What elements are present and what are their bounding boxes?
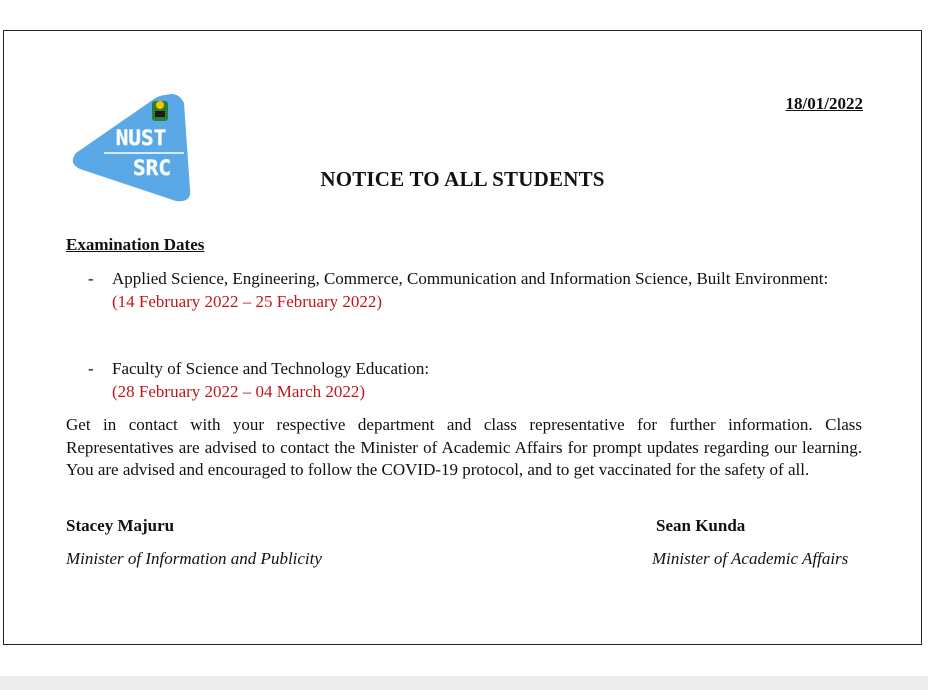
crest-icon (152, 101, 168, 121)
notice-title: NOTICE TO ALL STUDENTS (320, 167, 605, 191)
bullet-dash: - (88, 359, 94, 378)
signatory-role: Minister of Information and Publicity (66, 549, 322, 568)
notice-date: 18/01/2022 (785, 94, 863, 113)
exam-date-item (66, 268, 862, 313)
exam-date-item (66, 358, 862, 403)
exam-date-faculties: Applied Science, Engineering, Commerce, Communication and Information Science, Built Environment: (112, 269, 829, 288)
exam-date-range: (28 February 2022 – 04 March 2022) (112, 381, 366, 401)
notice-body-paragraph: Get in contact with your respective department and class representative for further information. Class Representatives are advised to contact the Minister of Academic Affairs for prompt updates regarding our learning. You are advised and encouraged to follow the COVID-19 protocol, and to get vaccinated for the safety of all. (66, 415, 862, 480)
exam-date-range: (14 February 2022 – 25 February 2022) (112, 291, 383, 311)
viewer-bottom-bar (0, 676, 928, 690)
logo-text-nust: NUST (115, 126, 167, 150)
signatory-role: Minister of Academic Affairs (652, 549, 849, 568)
logo-text-src: SRC (133, 156, 171, 180)
bullet-dash: - (88, 269, 94, 288)
exam-date-faculties: Faculty of Science and Technology Education: (112, 359, 430, 378)
signatory-name: Stacey Majuru (66, 516, 175, 535)
signatory-name: Sean Kunda (656, 516, 746, 535)
section-heading-examination-dates: Examination Dates (66, 235, 205, 254)
notice-page (3, 30, 922, 645)
